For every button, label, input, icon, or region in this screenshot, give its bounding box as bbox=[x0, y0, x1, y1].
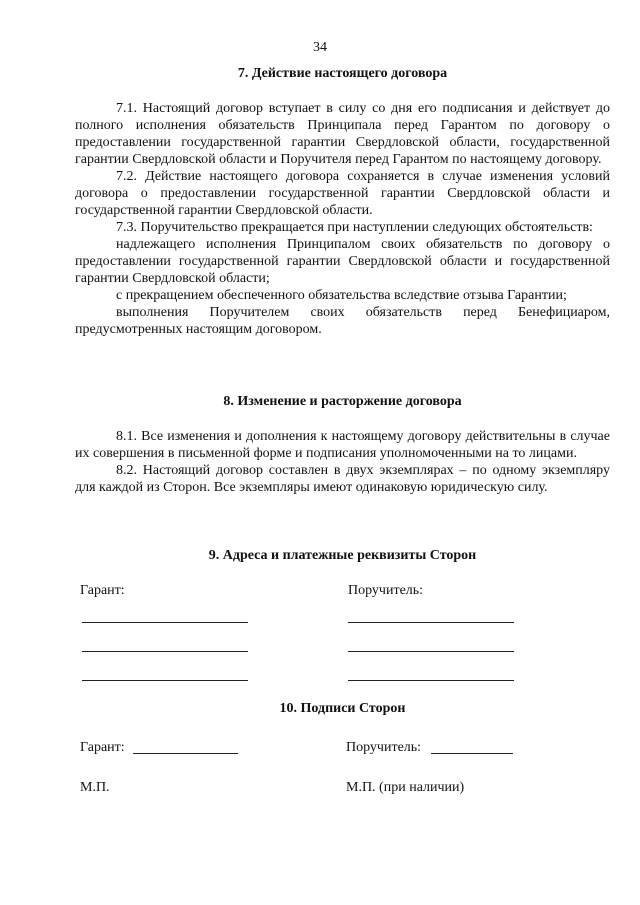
clause-8-2: 8.2. Настоящий договор составлен в двух экземплярах – по одному экземпляру для каждой из Сторон. Все экземпляры имеют одинаковую юридическую силу. bbox=[75, 463, 610, 495]
page-number: 34 bbox=[313, 40, 327, 55]
guarantor-requisites-line-1 bbox=[82, 622, 248, 623]
section-7-body bbox=[75, 100, 610, 338]
surety-signature-label: Поручитель: bbox=[346, 740, 422, 755]
surety-seal-label: М.П. (при наличии) bbox=[346, 780, 465, 795]
guarantor-requisites-line-3 bbox=[82, 680, 248, 681]
section-10-title: 10. Подписи Сторон bbox=[279, 701, 406, 716]
guarantor-requisites-label: Гарант: bbox=[80, 583, 125, 598]
guarantor-requisites-line-2 bbox=[82, 651, 248, 652]
clause-7-3: 7.3. Поручительство прекращается при наступлении следующих обстоятельств: bbox=[116, 220, 593, 235]
clause-7-3-item-2: с прекращением обеспеченного обязательства вследствие отзыва Гарантии; bbox=[116, 288, 567, 303]
surety-signature-line bbox=[431, 753, 513, 754]
guarantor-signature-line bbox=[133, 753, 238, 754]
section-9-title: 9. Адреса и платежные реквизиты Сторон bbox=[208, 548, 477, 563]
surety-requisites-line-3 bbox=[348, 680, 514, 681]
surety-requisites-line-1 bbox=[348, 622, 514, 623]
clause-7-1: 7.1. Настоящий договор вступает в силу со дня его подписания и действует до полного исполнения обязательств Принципала перед Гарантом по договору о предоставлении государственной гарантии Свердловской области, государственной гарантии Свердловской области и Поручителя перед Гарантом по настоящему договору. bbox=[75, 101, 610, 167]
guarantor-seal-label: М.П. bbox=[80, 780, 110, 795]
clause-8-1: 8.1. Все изменения и дополнения к настоящему договору действительны в случае их совершения в письменной форме и подписания уполномоченными на то лицами. bbox=[75, 429, 610, 461]
clause-7-3-item-1: надлежащего исполнения Принципалом своих обязательств по договору о предоставлении государственной гарантии Свердловской области и государственной гарантии Свердловской области; bbox=[75, 237, 610, 286]
section-7-title: 7. Действие настоящего договора bbox=[237, 66, 448, 81]
surety-requisites-label: Поручитель: bbox=[348, 583, 424, 598]
section-8-title: 8. Изменение и расторжение договора bbox=[223, 394, 462, 409]
guarantor-signature-label: Гарант: bbox=[80, 740, 125, 755]
clause-7-2: 7.2. Действие настоящего договора сохраняется в случае изменения условий договора о предоставлении государственной гарантии Свердловской области и государственной гарантии Свердловской области. bbox=[75, 169, 610, 218]
section-8-body bbox=[75, 428, 610, 496]
clause-7-3-item-3: выполнения Поручителем своих обязательств перед Бенефициаром, предусмотренных настоящим договором. bbox=[75, 305, 610, 337]
surety-requisites-line-2 bbox=[348, 651, 514, 652]
